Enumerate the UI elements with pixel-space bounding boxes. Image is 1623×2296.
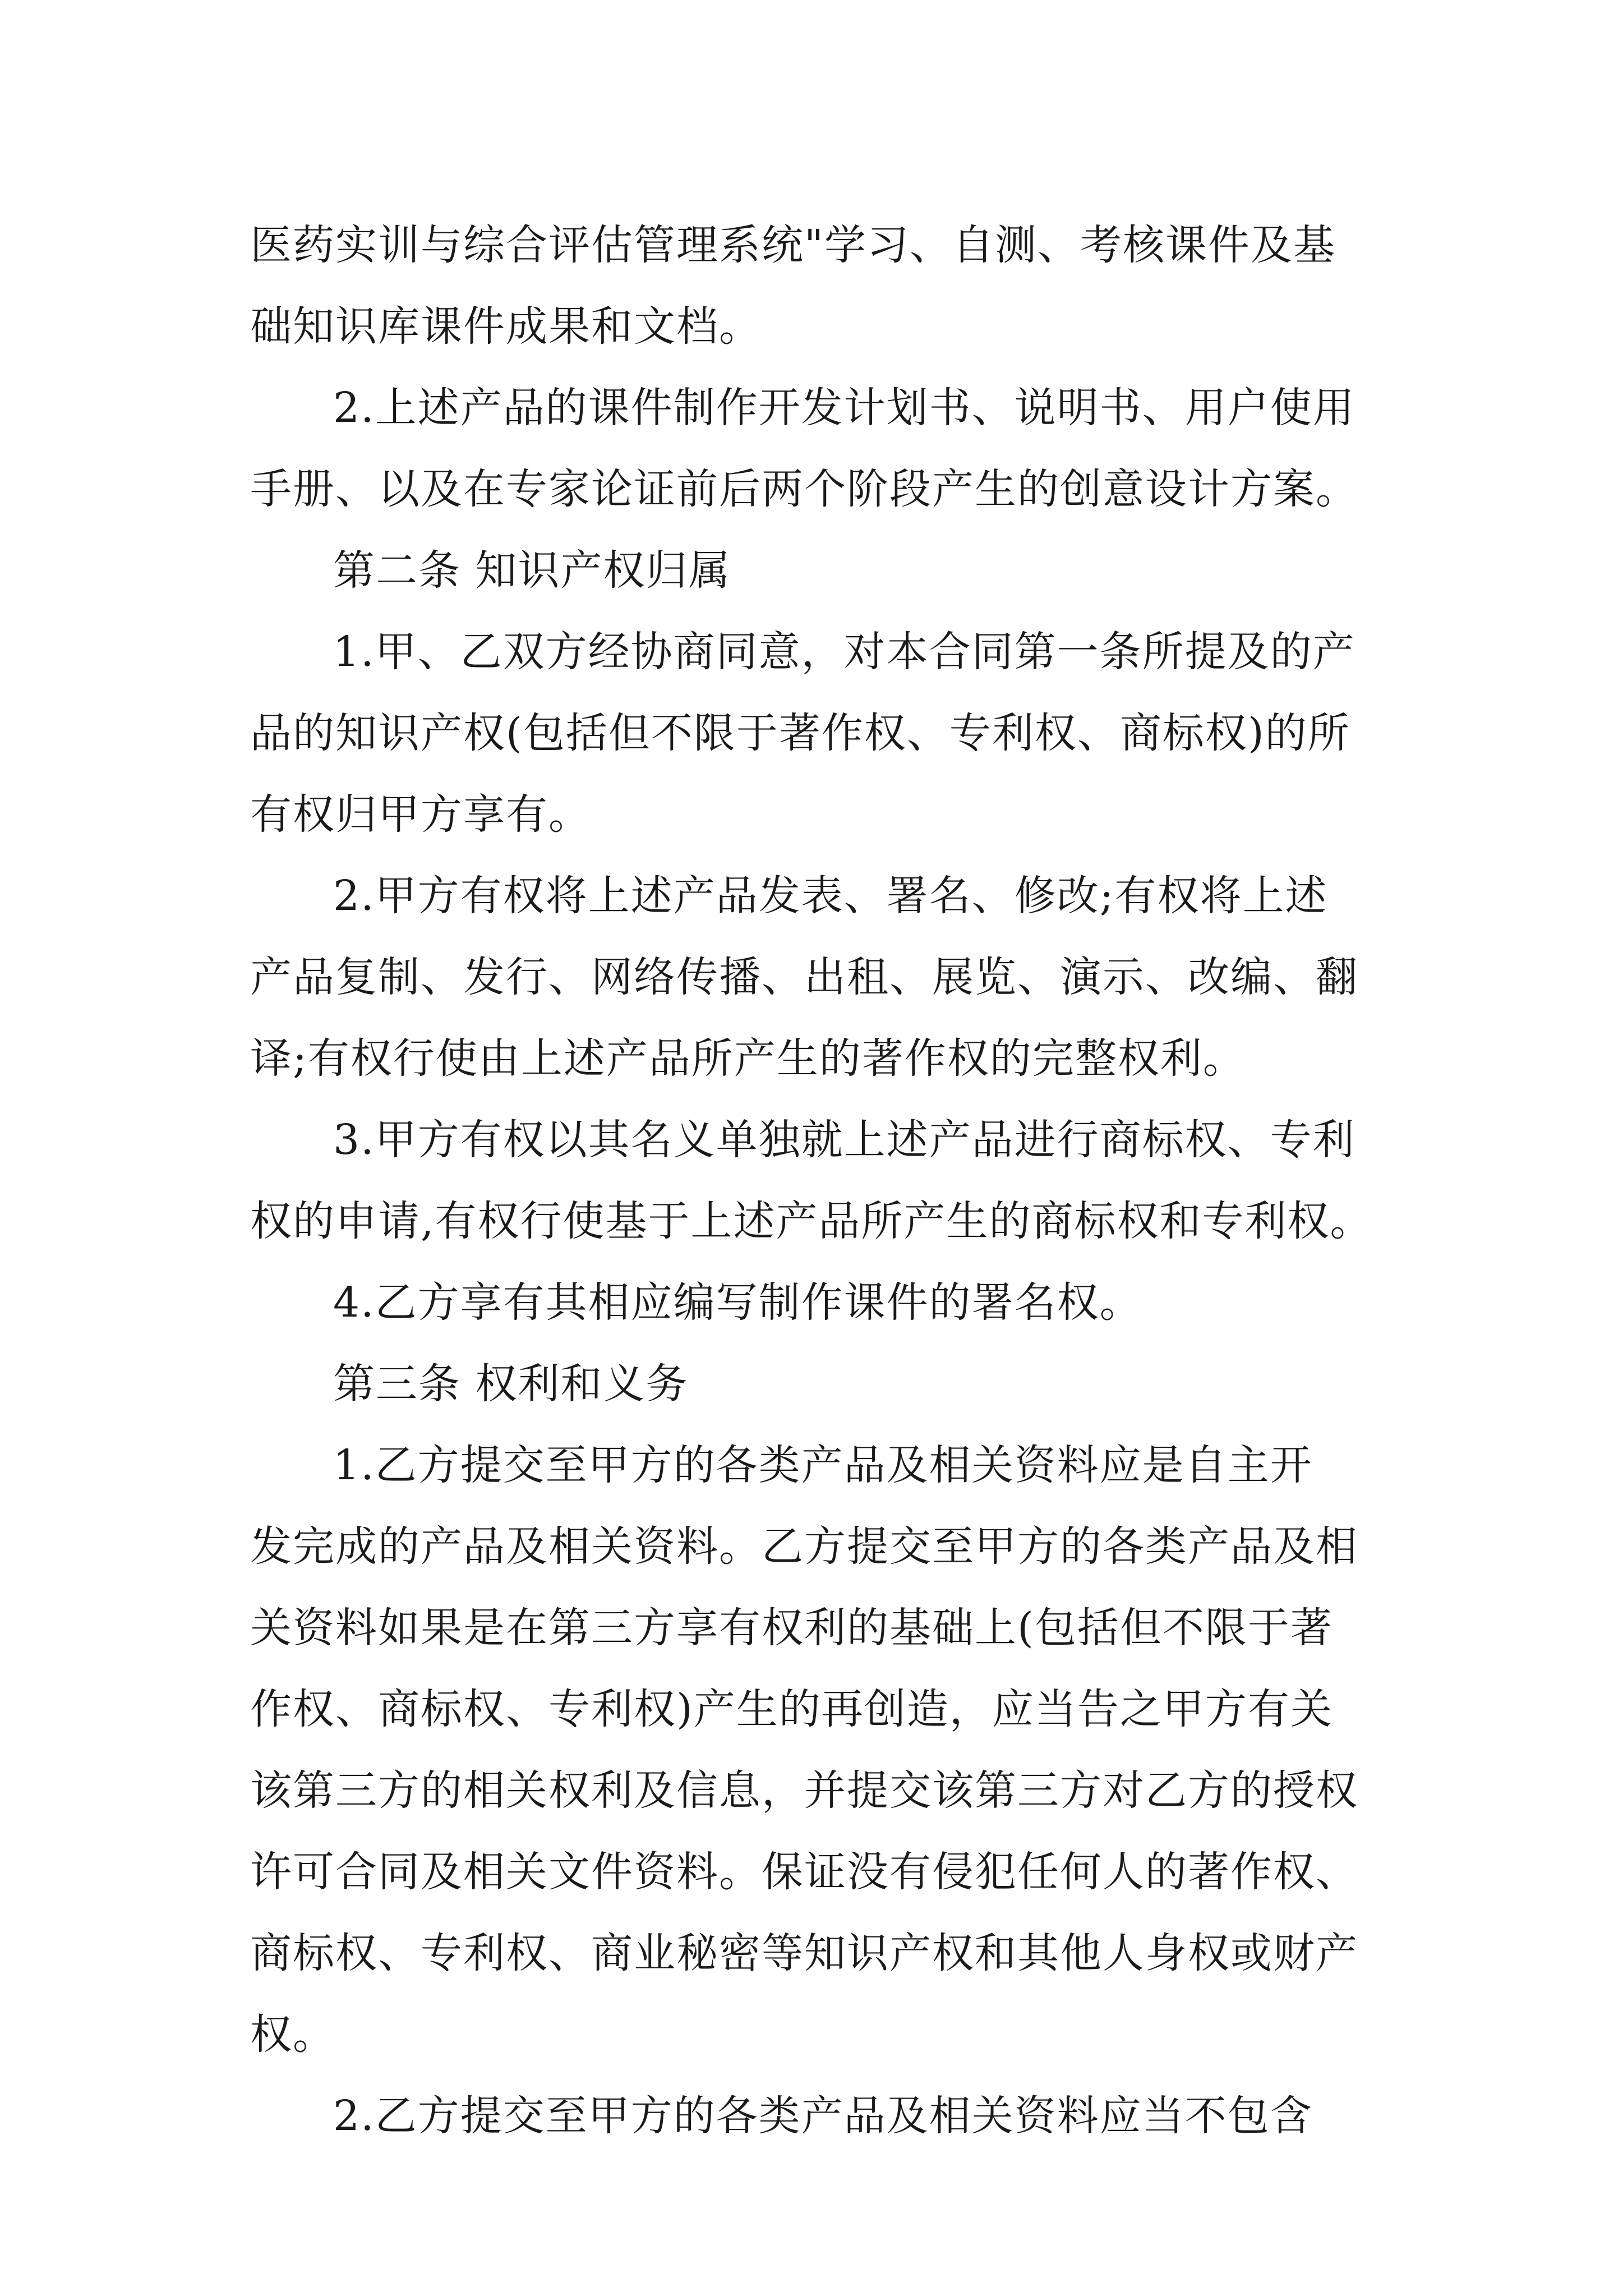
text-line: 手册、以及在专家论证前后两个阶段产生的创意设计方案。 [250,465,1358,513]
paragraph-start: 1.乙方提交至甲方的各类产品及相关资料应是自主开 [333,1441,1313,1489]
paragraph-start: 2.上述产品的课件制作开发计划书、说明书、用户使用 [333,384,1355,432]
text-line: 权。 [250,2010,335,2059]
paragraph-start: 2.甲方有权将上述产品发表、署名、修改;有权将上述 [333,872,1328,920]
text-line: 许可合同及相关文件资料。保证没有侵犯任何人的著作权、 [250,1848,1358,1896]
text-line: 该第三方的相关权利及信息，并提交该第三方对乙方的授权 [250,1766,1358,1815]
paragraph-start: 1.甲、乙双方经协商同意，对本合同第一条所提及的产 [333,628,1355,676]
text-line: 产品复制、发行、网络传播、出租、展览、演示、改编、翻 [250,953,1358,1001]
text-line: 译;有权行使由上述产品所产生的著作权的完整权利。 [250,1034,1246,1083]
text-line: 发完成的产品及相关资料。乙方提交至甲方的各类产品及相 [250,1522,1358,1571]
text-line: 作权、商标权、专利权)产生的再创造，应当告之甲方有关 [250,1685,1333,1733]
text-line: 有权归甲方享有。 [250,790,591,839]
text-line: 医药实训与综合评估管理系统"学习、自测、考核课件及基 [250,221,1336,269]
text-line: 权的申请,有权行使基于上述产品所产生的商标权和专利权。 [250,1197,1373,1245]
text-line: 品的知识产权(包括但不限于著作权、专利权、商标权)的所 [250,709,1350,757]
text-line: 关资料如果是在第三方享有权利的基础上(包括但不限于著 [250,1604,1333,1652]
section-heading-article-3: 第三条 权利和义务 [333,1360,689,1408]
paragraph-start: 2.乙方提交至甲方的各类产品及相关资料应当不包含 [333,2092,1313,2140]
paragraph-start: 4.乙方享有其相应编写制作课件的署名权。 [333,1278,1142,1327]
text-line: 商标权、专利权、商业秘密等知识产权和其他人身权或财产 [250,1929,1358,1977]
document-body [250,205,1386,2157]
section-heading-article-2: 第二条 知识产权归属 [333,546,731,595]
paragraph-start: 3.甲方有权以其名义单独就上述产品进行商标权、专利 [333,1116,1355,1164]
text-line: 础知识库课件成果和文档。 [250,302,762,351]
